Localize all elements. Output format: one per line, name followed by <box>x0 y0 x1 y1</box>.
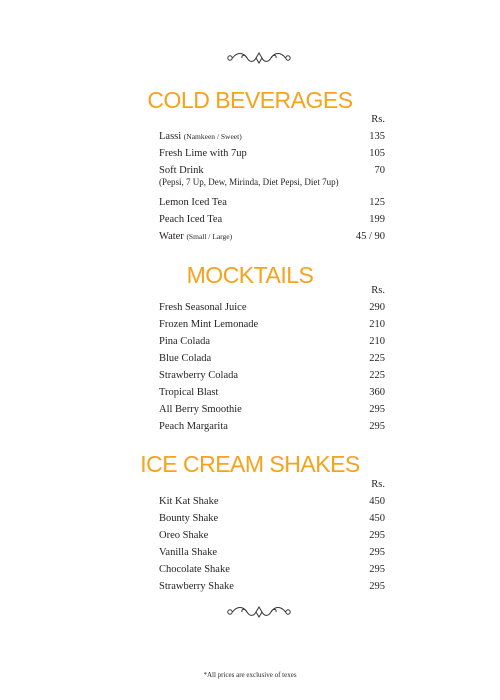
item-name: Peach Margarita <box>159 421 228 432</box>
item-price: 450 <box>369 496 385 507</box>
item-name: Tropical Blast <box>159 387 219 398</box>
menu-item <box>159 530 385 542</box>
item-price: 290 <box>369 302 385 313</box>
menu-item <box>159 197 385 209</box>
item-name: Lemon Iced Tea <box>159 197 227 208</box>
item-price: 225 <box>369 370 385 381</box>
menu-item <box>159 564 385 576</box>
item-price: 210 <box>369 319 385 330</box>
currency-header: Rs. <box>371 114 385 125</box>
item-name: Fresh Seasonal Juice <box>159 302 247 313</box>
item-price: 70 <box>374 165 385 176</box>
item-price: 199 <box>369 214 385 225</box>
menu-item <box>159 214 385 226</box>
menu-item <box>159 319 385 331</box>
footnote: *All prices are exclusive of texes <box>203 671 297 679</box>
item-note: (Small / Large) <box>186 232 233 241</box>
item-name: Chocolate Shake <box>159 564 230 575</box>
item-price: 295 <box>369 404 385 415</box>
currency-header: Rs. <box>371 479 385 490</box>
section-title-cold-beverages: COLD BEVERAGES <box>147 87 353 113</box>
item-name: Kit Kat Shake <box>159 496 219 507</box>
section-title-ice-cream-shakes: ICE CREAM SHAKES <box>140 451 360 477</box>
menu-item <box>159 370 385 382</box>
menu-item <box>159 131 385 143</box>
item-name: Water <box>159 231 184 242</box>
item-name: Soft Drink <box>159 165 204 176</box>
item-name: Fresh Lime with 7up <box>159 148 247 159</box>
item-name: Blue Colada <box>159 353 212 364</box>
item-name: All Berry Smoothie <box>159 404 242 415</box>
item-price: 450 <box>369 513 385 524</box>
item-price: 295 <box>369 547 385 558</box>
item-price: 295 <box>369 530 385 541</box>
item-name: Frozen Mint Lemonade <box>159 319 259 330</box>
menu-item <box>159 353 385 365</box>
menu-item <box>159 581 385 593</box>
menu-item <box>159 496 385 508</box>
item-name: Peach Iced Tea <box>159 214 223 225</box>
menu-item <box>159 302 385 314</box>
item-price: 125 <box>369 197 385 208</box>
item-name: Bounty Shake <box>159 513 219 524</box>
menu-item <box>159 547 385 559</box>
bottom-ornament-icon <box>225 604 293 620</box>
menu-item <box>159 404 385 416</box>
item-price: 210 <box>369 336 385 347</box>
menu-item <box>159 421 385 433</box>
menu-item <box>159 165 385 188</box>
top-ornament-icon <box>225 50 293 66</box>
section-title-mocktails: MOCKTAILS <box>186 262 314 288</box>
menu-item <box>159 231 385 243</box>
item-name: Pina Colada <box>159 336 211 347</box>
item-note: (Namkeen / Sweet) <box>183 132 242 141</box>
item-price: 295 <box>369 564 385 575</box>
item-name: Oreo Shake <box>159 530 209 541</box>
currency-header: Rs. <box>371 285 385 296</box>
item-price: 105 <box>369 148 385 159</box>
menu-item <box>159 148 385 160</box>
menu-item <box>159 513 385 525</box>
item-price: 45 / 90 <box>355 231 385 242</box>
item-name: Vanilla Shake <box>159 547 218 558</box>
item-subtitle: (Pepsi, 7 Up, Dew, Mirinda, Diet Pepsi, Diet 7up) <box>159 177 339 187</box>
item-name: Strawberry Shake <box>159 581 234 592</box>
item-price: 135 <box>369 131 385 142</box>
item-price: 295 <box>369 581 385 592</box>
item-name: Strawberry Colada <box>159 370 239 381</box>
item-price: 360 <box>369 387 385 398</box>
item-price: 295 <box>369 421 385 432</box>
menu-item <box>159 387 385 399</box>
item-price: 225 <box>369 353 385 364</box>
menu-item <box>159 336 385 348</box>
item-name: Lassi <box>159 131 182 142</box>
